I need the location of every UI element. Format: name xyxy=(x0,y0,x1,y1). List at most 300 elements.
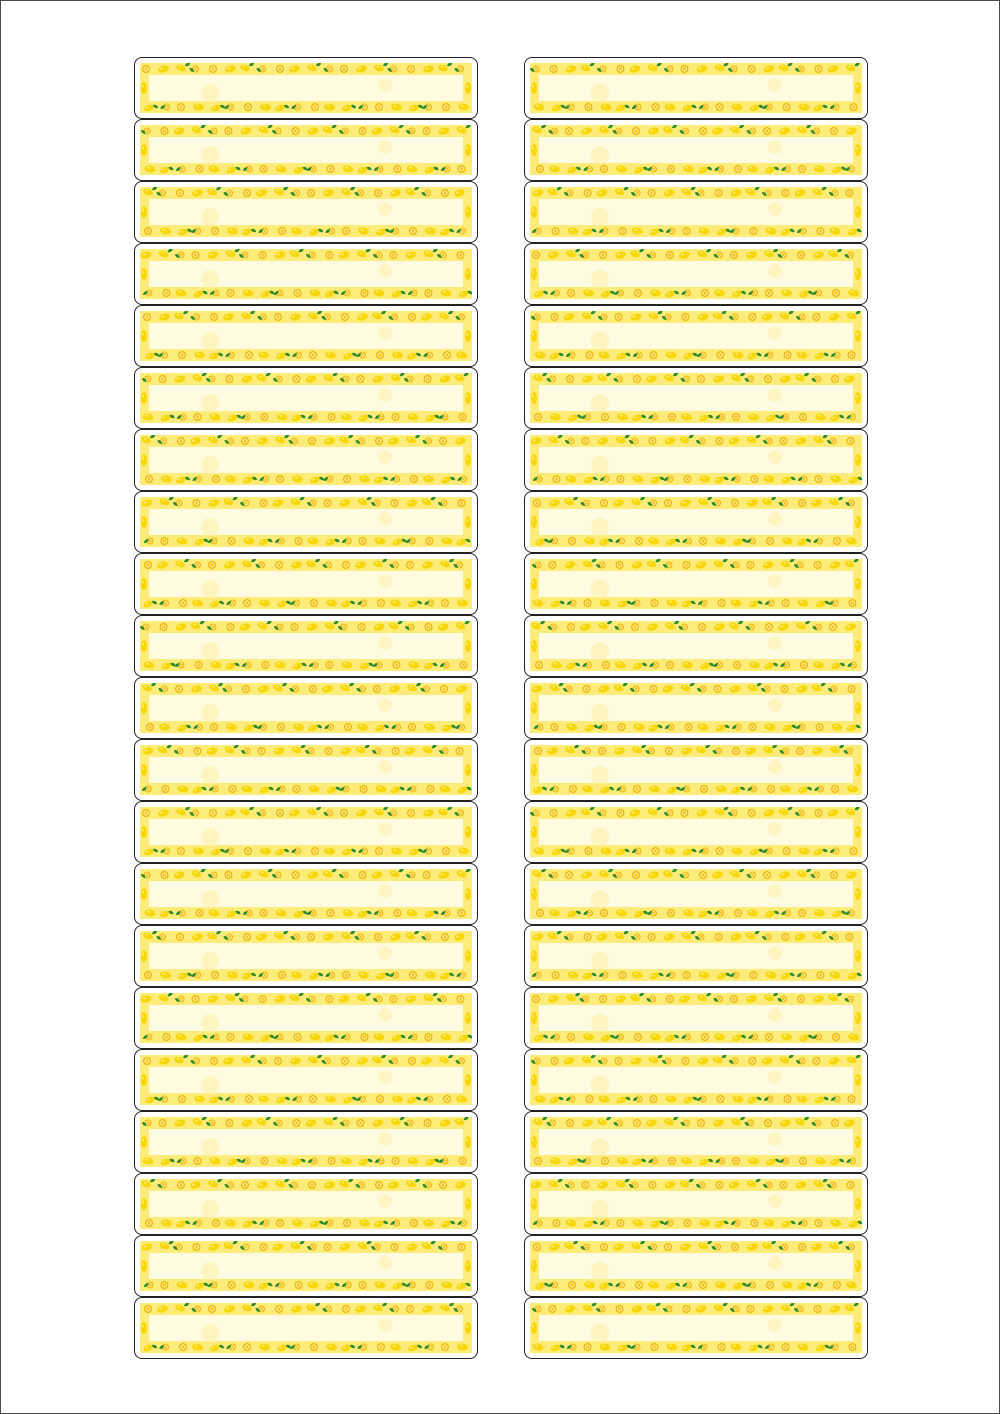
lemon-slice-icon xyxy=(359,537,367,545)
lemon-icon xyxy=(141,454,147,466)
lemon-icon xyxy=(855,392,861,404)
name-label[interactable] xyxy=(134,243,478,305)
lemon-slice-icon xyxy=(763,127,771,135)
lemon-watermark-icon xyxy=(201,766,219,784)
lemon-watermark-icon xyxy=(768,450,782,464)
lemon-slice-icon xyxy=(667,909,675,917)
lemon-slice-icon xyxy=(226,1119,234,1127)
lemon-slice-icon xyxy=(458,909,466,917)
lemon-icon xyxy=(465,764,471,776)
lemon-watermark-icon xyxy=(768,636,782,650)
lemon-slice-icon xyxy=(293,785,301,793)
writing-area xyxy=(539,323,853,349)
lemon-slice-icon xyxy=(553,475,561,483)
lemon-slice-icon xyxy=(799,1157,807,1165)
lemon-slice-icon xyxy=(550,65,558,73)
writing-area xyxy=(149,137,463,163)
lemon-slice-icon xyxy=(764,375,772,383)
lemon-slice-icon xyxy=(209,809,217,817)
lemon-slice-icon xyxy=(278,227,286,235)
lemon-slice-icon xyxy=(177,103,185,111)
lemon-slice-icon xyxy=(243,599,251,607)
lemon-watermark-icon xyxy=(378,884,392,898)
lemon-slice-icon xyxy=(457,251,465,259)
name-label[interactable] xyxy=(524,801,868,863)
lemon-slice-icon xyxy=(144,561,152,569)
lemon-watermark-icon xyxy=(378,760,392,774)
lemon-pattern-frame xyxy=(530,187,862,237)
lemon-slice-icon xyxy=(582,437,590,445)
name-label[interactable] xyxy=(134,615,478,677)
lemon-slice-icon xyxy=(192,995,200,1003)
lemon-icon xyxy=(141,330,147,342)
lemon-icon xyxy=(141,1198,147,1210)
lemon-slice-icon xyxy=(616,1305,624,1313)
lemon-icon xyxy=(141,1074,147,1086)
lemon-slice-icon xyxy=(832,1033,840,1041)
lemon-watermark-icon xyxy=(378,822,392,836)
name-label[interactable] xyxy=(134,305,478,367)
lemon-slice-icon xyxy=(195,661,203,669)
lemon-icon xyxy=(465,82,471,94)
lemon-slice-icon xyxy=(409,227,417,235)
lemon-slice-icon xyxy=(599,995,607,1003)
lemon-slice-icon xyxy=(535,661,543,669)
lemon-slice-icon xyxy=(536,909,544,917)
lemon-icon xyxy=(465,392,471,404)
lemon-slice-icon xyxy=(586,1095,594,1103)
name-label[interactable] xyxy=(134,553,478,615)
lemon-pattern-frame xyxy=(140,311,472,361)
lemon-icon xyxy=(465,1198,471,1210)
lemon-slice-icon xyxy=(797,251,805,259)
lemon-slice-icon xyxy=(565,871,573,879)
lemon-slice-icon xyxy=(208,561,216,569)
lemon-icon xyxy=(855,702,861,714)
lemon-icon xyxy=(465,950,471,962)
lemon-slice-icon xyxy=(423,871,431,879)
lemon-slice-icon xyxy=(228,537,236,545)
lemon-slice-icon xyxy=(617,1219,625,1227)
lemon-watermark-icon xyxy=(768,884,782,898)
lemon-slice-icon xyxy=(649,1181,657,1189)
lemon-slice-icon xyxy=(767,785,775,793)
lemon-slice-icon xyxy=(340,65,348,73)
name-label[interactable] xyxy=(524,1173,868,1235)
lemon-slice-icon xyxy=(800,661,808,669)
lemon-pattern-frame xyxy=(140,497,472,547)
lemon-slice-icon xyxy=(664,499,672,507)
lemon-slice-icon xyxy=(456,747,464,755)
lemon-icon xyxy=(855,826,861,838)
name-label[interactable] xyxy=(134,429,478,491)
lemon-slice-icon xyxy=(586,351,594,359)
name-label[interactable] xyxy=(524,491,868,553)
lemon-slice-icon xyxy=(212,1219,220,1227)
lemon-slice-icon xyxy=(143,313,151,321)
lemon-slice-icon xyxy=(585,103,593,111)
lemon-slice-icon xyxy=(715,189,723,197)
lemon-slice-icon xyxy=(634,1033,642,1041)
lemon-slice-icon xyxy=(194,413,202,421)
name-label[interactable] xyxy=(524,553,868,615)
lemon-icon xyxy=(465,1012,471,1024)
lemon-watermark-icon xyxy=(201,642,219,660)
lemon-slice-icon xyxy=(815,475,823,483)
lemon-slice-icon xyxy=(763,871,771,879)
lemon-icon xyxy=(855,330,861,342)
lemon-slice-icon xyxy=(567,623,575,631)
lemon-icon xyxy=(855,640,861,652)
lemon-icon xyxy=(855,1136,861,1148)
writing-area xyxy=(539,695,853,721)
lemon-slice-icon xyxy=(357,375,365,383)
lemon-slice-icon xyxy=(831,1119,839,1127)
lemon-slice-icon xyxy=(798,499,806,507)
name-label[interactable] xyxy=(134,1235,478,1297)
lemon-slice-icon xyxy=(601,413,609,421)
name-label[interactable] xyxy=(134,863,478,925)
name-label[interactable] xyxy=(524,119,868,181)
lemon-slice-icon xyxy=(326,661,334,669)
name-label[interactable] xyxy=(134,739,478,801)
name-label[interactable] xyxy=(524,305,868,367)
lemon-slice-icon xyxy=(328,1157,336,1165)
lemon-pattern-frame xyxy=(140,63,472,113)
lemon-slice-icon xyxy=(815,809,823,817)
name-label[interactable] xyxy=(524,677,868,739)
lemon-slice-icon xyxy=(616,561,624,569)
writing-area xyxy=(149,943,463,969)
lemon-slice-icon xyxy=(682,313,690,321)
lemon-slice-icon xyxy=(584,599,592,607)
lemon-watermark-icon xyxy=(378,1132,392,1146)
lemon-icon xyxy=(141,826,147,838)
lemon-slice-icon xyxy=(410,1219,418,1227)
name-label[interactable] xyxy=(134,1049,478,1111)
lemon-slice-icon xyxy=(161,127,169,135)
lemon-slice-icon xyxy=(426,537,434,545)
lemon-slice-icon xyxy=(683,971,691,979)
lemon-slice-icon xyxy=(782,1343,790,1351)
lemon-slice-icon xyxy=(324,1243,332,1251)
lemon-slice-icon xyxy=(682,1057,690,1065)
label-column-left xyxy=(134,57,478,1359)
lemon-slice-icon xyxy=(748,809,756,817)
lemon-slice-icon xyxy=(194,747,202,755)
lemon-slice-icon xyxy=(407,809,415,817)
name-label[interactable] xyxy=(134,367,478,429)
lemon-watermark-icon xyxy=(201,146,219,164)
lemon-watermark-icon xyxy=(768,1256,782,1270)
lemon-slice-icon xyxy=(831,375,839,383)
name-label[interactable] xyxy=(134,677,478,739)
lemon-slice-icon xyxy=(618,723,626,731)
lemon-slice-icon xyxy=(569,785,577,793)
lemon-slice-icon xyxy=(749,1057,757,1065)
name-label[interactable] xyxy=(134,491,478,553)
writing-area xyxy=(149,199,463,225)
lemon-slice-icon xyxy=(833,537,841,545)
name-label[interactable] xyxy=(134,801,478,863)
lemon-slice-icon xyxy=(277,723,285,731)
lemon-watermark-icon xyxy=(378,698,392,712)
lemon-slice-icon xyxy=(262,661,270,669)
lemon-slice-icon xyxy=(765,623,773,631)
lemon-pattern-frame xyxy=(140,869,472,919)
lemon-slice-icon xyxy=(276,65,284,73)
lemon-slice-icon xyxy=(766,537,774,545)
name-label[interactable] xyxy=(134,1111,478,1173)
writing-area xyxy=(539,1315,853,1341)
lemon-slice-icon xyxy=(342,561,350,569)
lemon-slice-icon xyxy=(427,785,435,793)
lemon-slice-icon xyxy=(701,289,709,297)
lemon-slice-icon xyxy=(163,1033,171,1041)
lemon-watermark-icon xyxy=(591,84,609,102)
lemon-slice-icon xyxy=(600,499,608,507)
lemon-slice-icon xyxy=(327,165,335,173)
lemon-slice-icon xyxy=(683,227,691,235)
lemon-icon xyxy=(141,392,147,404)
lemon-icon xyxy=(141,764,147,776)
writing-area xyxy=(539,1253,853,1279)
lemon-slice-icon xyxy=(617,475,625,483)
lemon-slice-icon xyxy=(376,351,384,359)
lemon-slice-icon xyxy=(324,499,332,507)
lemon-slice-icon xyxy=(583,685,591,693)
lemon-slice-icon xyxy=(784,1095,792,1103)
lemon-slice-icon xyxy=(292,127,300,135)
name-label[interactable] xyxy=(134,1173,478,1235)
lemon-slice-icon xyxy=(179,599,187,607)
lemon-slice-icon xyxy=(716,1181,724,1189)
lemon-icon xyxy=(465,268,471,280)
lemon-slice-icon xyxy=(275,1305,283,1313)
writing-area xyxy=(149,1253,463,1279)
lemon-slice-icon xyxy=(716,437,724,445)
lemon-watermark-icon xyxy=(591,1014,609,1032)
lemon-slice-icon xyxy=(143,1057,151,1065)
lemon-slice-icon xyxy=(261,1157,269,1165)
lemon-watermark-icon xyxy=(591,1138,609,1156)
lemon-watermark-icon xyxy=(768,264,782,278)
name-label[interactable] xyxy=(524,1049,868,1111)
lemon-slice-icon xyxy=(681,809,689,817)
writing-area xyxy=(149,1191,463,1217)
name-label[interactable] xyxy=(524,57,868,119)
lemon-slice-icon xyxy=(458,499,466,507)
lemon-icon xyxy=(531,392,537,404)
lemon-slice-icon xyxy=(582,1181,590,1189)
lemon-slice-icon xyxy=(311,103,319,111)
lemon-watermark-icon xyxy=(591,952,609,970)
lemon-icon xyxy=(531,1012,537,1024)
lemon-icon xyxy=(141,82,147,94)
lemon-slice-icon xyxy=(848,1095,856,1103)
lemon-slice-icon xyxy=(245,1095,253,1103)
lemon-pattern-frame xyxy=(140,249,472,299)
lemon-slice-icon xyxy=(700,785,708,793)
lemon-slice-icon xyxy=(260,165,268,173)
lemon-icon xyxy=(531,330,537,342)
lemon-slice-icon xyxy=(226,375,234,383)
lemon-watermark-icon xyxy=(378,512,392,526)
lemon-watermark-icon xyxy=(591,394,609,412)
lemon-slice-icon xyxy=(796,747,804,755)
lemon-watermark-icon xyxy=(378,636,392,650)
writing-area xyxy=(149,757,463,783)
lemon-slice-icon xyxy=(225,871,233,879)
lemon-watermark-icon xyxy=(768,946,782,960)
lemon-slice-icon xyxy=(846,933,854,941)
lemon-slice-icon xyxy=(392,747,400,755)
lemon-slice-icon xyxy=(733,661,741,669)
lemon-pattern-frame xyxy=(530,621,862,671)
lemon-slice-icon xyxy=(550,809,558,817)
lemon-watermark-icon xyxy=(201,394,219,412)
name-label[interactable] xyxy=(134,119,478,181)
lemon-icon xyxy=(531,144,537,156)
lemon-slice-icon xyxy=(716,847,724,855)
lemon-slice-icon xyxy=(748,65,756,73)
name-label[interactable] xyxy=(134,57,478,119)
lemon-icon xyxy=(531,82,537,94)
name-label[interactable] xyxy=(524,987,868,1049)
name-label[interactable] xyxy=(524,181,868,243)
lemon-icon xyxy=(855,578,861,590)
writing-area xyxy=(149,447,463,473)
lemon-slice-icon xyxy=(602,661,610,669)
name-label[interactable] xyxy=(524,925,868,987)
lemon-slice-icon xyxy=(813,1057,821,1065)
writing-area xyxy=(149,1315,463,1341)
lemon-icon xyxy=(531,1322,537,1334)
lemon-slice-icon xyxy=(847,437,855,445)
lemon-slice-icon xyxy=(375,103,383,111)
lemon-slice-icon xyxy=(668,413,676,421)
lemon-slice-icon xyxy=(457,995,465,1003)
lemon-slice-icon xyxy=(241,1181,249,1189)
lemon-icon xyxy=(141,1012,147,1024)
name-label[interactable] xyxy=(524,367,868,429)
lemon-slice-icon xyxy=(144,227,152,235)
lemon-slice-icon xyxy=(390,995,398,1003)
lemon-slice-icon xyxy=(394,165,402,173)
lemon-slice-icon xyxy=(730,251,738,259)
lemon-slice-icon xyxy=(697,375,705,383)
lemon-slice-icon xyxy=(161,871,169,879)
lemon-icon xyxy=(141,1136,147,1148)
lemon-slice-icon xyxy=(848,351,856,359)
writing-area xyxy=(149,571,463,597)
lemon-slice-icon xyxy=(275,561,283,569)
name-label[interactable] xyxy=(524,739,868,801)
lemon-slice-icon xyxy=(568,537,576,545)
lemon-icon xyxy=(531,826,537,838)
lemon-watermark-icon xyxy=(201,580,219,598)
lemon-slice-icon xyxy=(393,661,401,669)
writing-area xyxy=(539,571,853,597)
lemon-icon xyxy=(465,1136,471,1148)
lemon-slice-icon xyxy=(459,1157,467,1165)
lemon-slice-icon xyxy=(829,623,837,631)
lemon-watermark-icon xyxy=(378,202,392,216)
lemon-slice-icon xyxy=(373,685,381,693)
name-label[interactable] xyxy=(524,1297,868,1359)
lemon-slice-icon xyxy=(177,437,185,445)
lemon-icon xyxy=(531,516,537,528)
lemon-slice-icon xyxy=(850,847,858,855)
lemon-slice-icon xyxy=(813,313,821,321)
name-label[interactable] xyxy=(134,1297,478,1359)
lemon-slice-icon xyxy=(534,413,542,421)
lemon-pattern-frame xyxy=(530,373,862,423)
lemon-slice-icon xyxy=(650,351,658,359)
lemon-pattern-frame xyxy=(140,621,472,671)
lemon-slice-icon xyxy=(831,785,839,793)
lemon-slice-icon xyxy=(443,1095,451,1103)
lemon-slice-icon xyxy=(408,723,416,731)
lemon-slice-icon xyxy=(566,375,574,383)
lemon-slice-icon xyxy=(241,437,249,445)
name-label[interactable] xyxy=(524,615,868,677)
lemon-watermark-icon xyxy=(591,1324,609,1342)
lemon-slice-icon xyxy=(782,599,790,607)
lemon-slice-icon xyxy=(534,747,542,755)
name-label[interactable] xyxy=(524,863,868,925)
lemon-slice-icon xyxy=(145,1219,153,1227)
lemon-slice-icon xyxy=(178,1095,186,1103)
writing-area xyxy=(539,1129,853,1155)
lemon-slice-icon xyxy=(208,1305,216,1313)
writing-area xyxy=(539,261,853,287)
lemon-slice-icon xyxy=(407,65,415,73)
lemon-slice-icon xyxy=(619,227,627,235)
lemon-slice-icon xyxy=(747,1305,755,1313)
lemon-slice-icon xyxy=(600,1243,608,1251)
lemon-slice-icon xyxy=(584,189,592,197)
name-label[interactable] xyxy=(524,1235,868,1297)
lemon-slice-icon xyxy=(798,165,806,173)
name-label[interactable] xyxy=(524,243,868,305)
lemon-watermark-icon xyxy=(768,140,782,154)
name-label[interactable] xyxy=(134,181,478,243)
lemon-slice-icon xyxy=(357,1119,365,1127)
name-label[interactable] xyxy=(134,925,478,987)
lemon-slice-icon xyxy=(211,227,219,235)
lemon-icon xyxy=(465,640,471,652)
lemon-pattern-frame xyxy=(140,1303,472,1353)
name-label[interactable] xyxy=(134,987,478,1049)
writing-area xyxy=(539,757,853,783)
lemon-watermark-icon xyxy=(378,326,392,340)
lemon-slice-icon xyxy=(459,413,467,421)
lemon-icon xyxy=(465,826,471,838)
name-label[interactable] xyxy=(524,429,868,491)
name-label[interactable] xyxy=(524,1111,868,1173)
lemon-icon xyxy=(855,516,861,528)
lemon-watermark-icon xyxy=(201,1076,219,1094)
lemon-watermark-icon xyxy=(201,332,219,350)
lemon-slice-icon xyxy=(260,909,268,917)
writing-area xyxy=(539,943,853,969)
lemon-slice-icon xyxy=(717,351,725,359)
lemon-slice-icon xyxy=(209,65,217,73)
lemon-slice-icon xyxy=(225,127,233,135)
lemon-icon xyxy=(141,516,147,528)
lemon-slice-icon xyxy=(632,871,640,879)
